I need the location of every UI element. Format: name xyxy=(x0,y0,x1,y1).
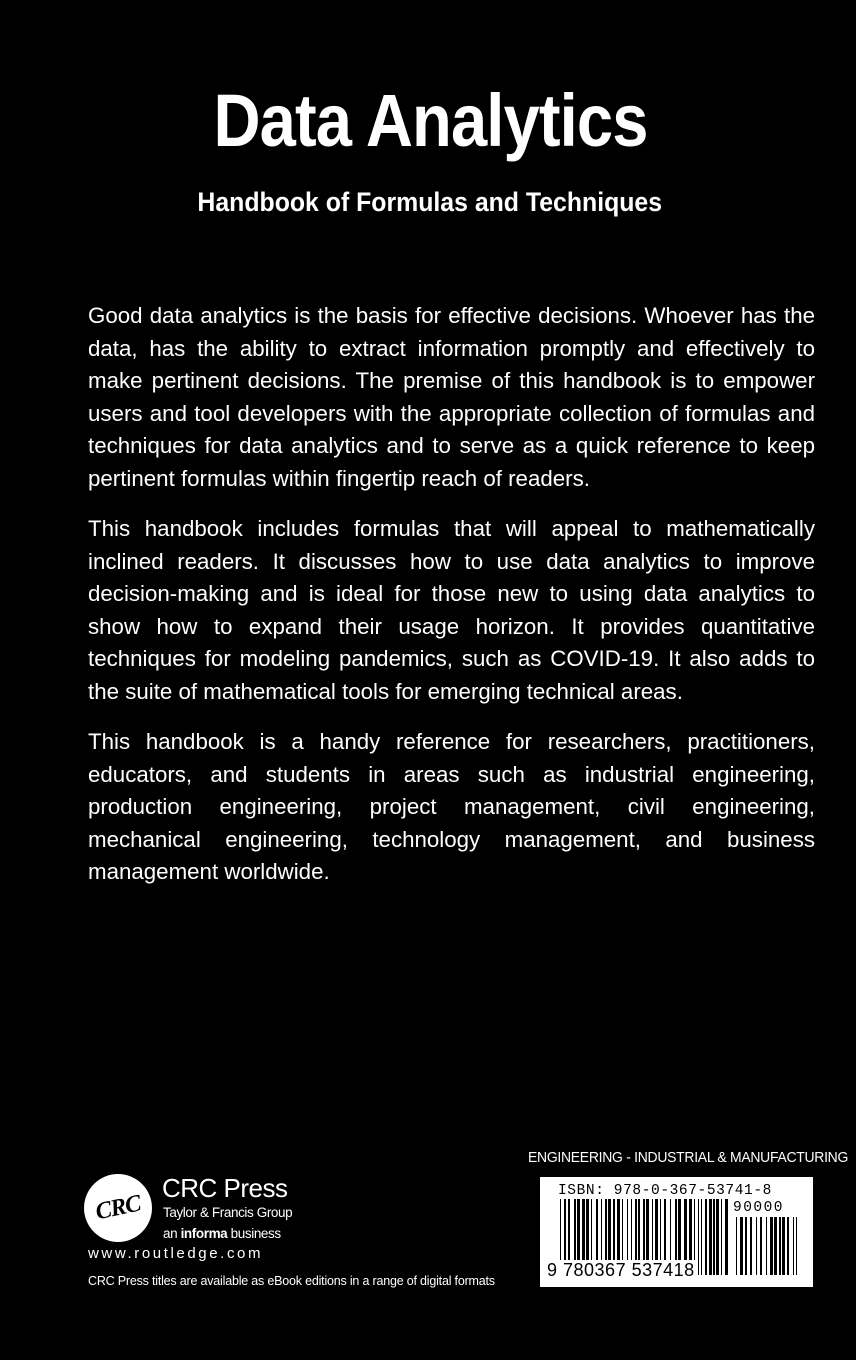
publisher-name: CRC Press xyxy=(162,1173,288,1203)
barcode-bar xyxy=(709,1199,712,1275)
barcode-bar xyxy=(793,1217,794,1275)
barcode-bar xyxy=(787,1217,789,1275)
book-title: Data Analytics xyxy=(213,79,648,162)
barcode-bar xyxy=(701,1199,702,1275)
book-subtitle: Handbook of Formulas and Techniques xyxy=(197,187,663,217)
barcode-bar xyxy=(740,1217,743,1275)
isbn-barcode xyxy=(540,1177,813,1287)
book-description xyxy=(88,300,815,907)
barcode-bar xyxy=(750,1217,752,1275)
price-code: 90000 xyxy=(733,1200,785,1216)
barcode-bar xyxy=(760,1217,762,1275)
barcode-bar xyxy=(770,1217,773,1275)
description-paragraph-3: This handbook is a handy reference for researchers, practitioners, educators, and students in areas such as industrial engineering, production engineering, project management, civil engineering, mechanical engineering, technology management, and business management worldwide. xyxy=(88,729,815,884)
barcode-digits: 9 780367 537418 xyxy=(547,1260,695,1280)
barcode-bar xyxy=(698,1199,699,1275)
barcode-bar xyxy=(779,1217,781,1275)
publisher-group: Taylor & Francis Group xyxy=(163,1205,293,1220)
barcode-bar xyxy=(713,1199,715,1275)
publisher-url: www.routledge.com xyxy=(88,1245,264,1262)
barcode-bar xyxy=(716,1199,719,1275)
ebook-availability-note: CRC Press titles are available as eBook editions in a range of digital formats xyxy=(88,1274,495,1288)
publisher-tagline: an informa business xyxy=(163,1226,281,1241)
barcode-bar xyxy=(766,1217,767,1275)
barcode-bar xyxy=(774,1217,777,1275)
barcode-bar xyxy=(745,1217,747,1275)
isbn-label: ISBN: 978-0-367-53741-8 xyxy=(558,1183,772,1199)
crc-logo-text: CRC xyxy=(93,1190,143,1226)
barcode-bar xyxy=(725,1199,728,1275)
barcode-bar xyxy=(782,1217,785,1275)
barcode-bar xyxy=(721,1199,722,1275)
description-paragraph-1: Good data analytics is the basis for effective decisions. Whoever has the data, has the ability to extract information promptly and effectively to make pertinent decisions. The premise of this handbook is to empower users and tool developers with the appropriate collection of formulas and techniques for data analytics and to serve as a quick reference to keep pertinent formulas within fingertip reach of readers. xyxy=(88,303,815,491)
barcode-bar xyxy=(705,1199,707,1275)
description-paragraph-2: This handbook includes formulas that will appeal to mathematically inclined readers. It discusses how to use data analytics to improve decision-making and is ideal for those new to using data analytics to show how to expand their usage horizon. It provides quantitative techniques for modeling pandemics, such as COVID-19. It also adds to the suite of mathematical tools for emerging technical areas. xyxy=(88,516,815,704)
subject-category: ENGINEERING - INDUSTRIAL & MANUFACTURING xyxy=(528,1149,849,1166)
barcode-bar xyxy=(756,1217,757,1275)
crc-logo xyxy=(84,1174,152,1242)
addon-barcode-bars xyxy=(736,1217,800,1275)
barcode-bar xyxy=(736,1217,737,1275)
barcode-bar xyxy=(796,1217,797,1275)
